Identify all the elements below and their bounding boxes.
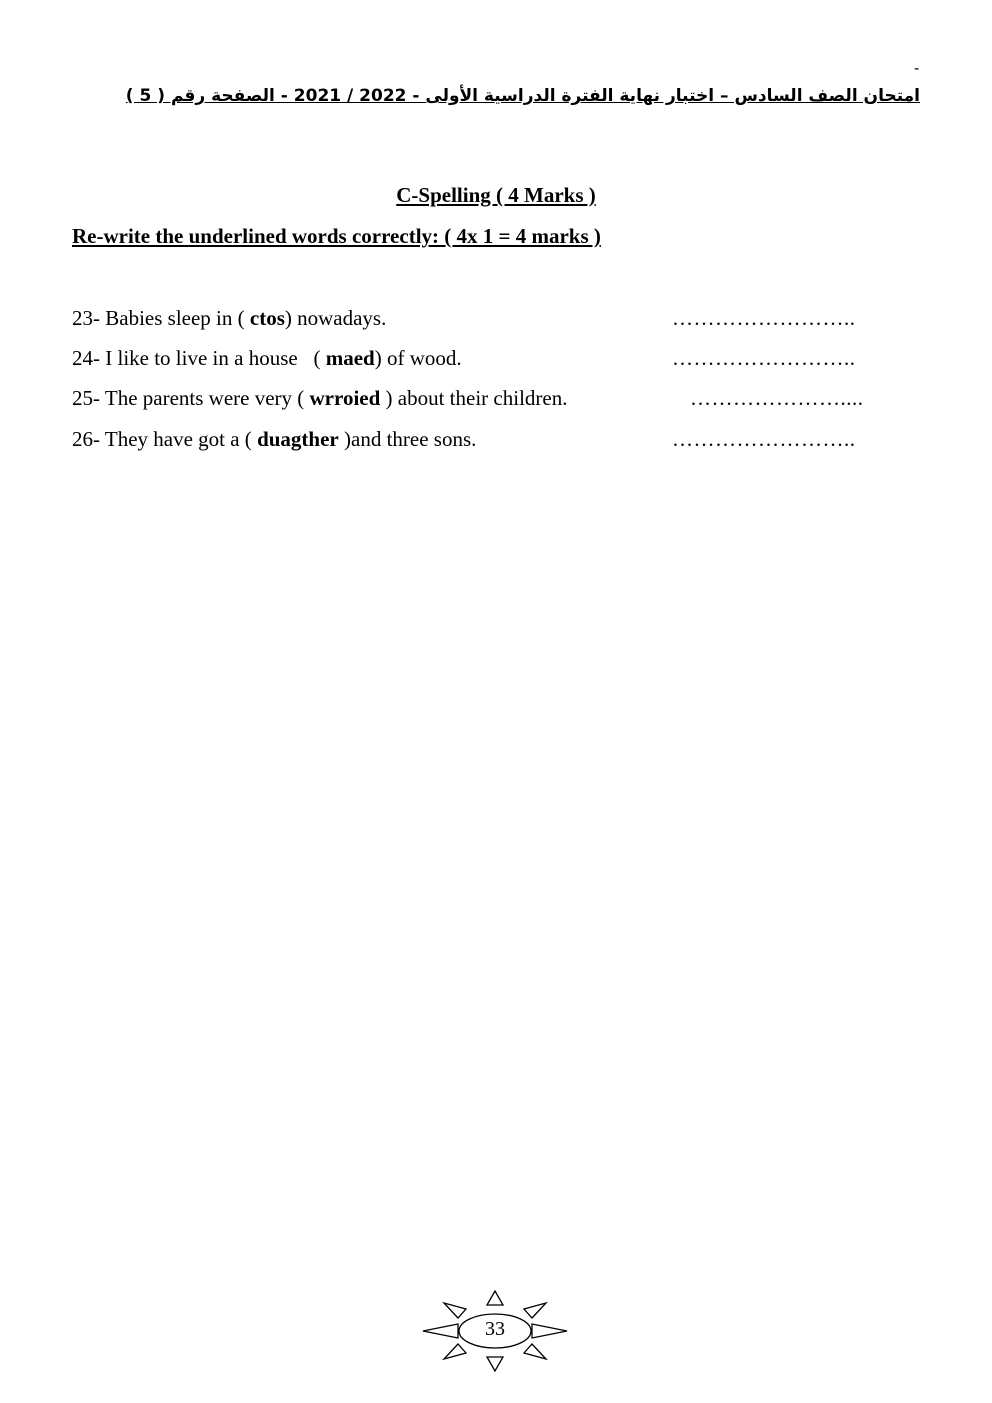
page-number: 33 xyxy=(485,1318,505,1340)
answer-line-24: …………………….. xyxy=(672,346,856,370)
question-24 xyxy=(72,346,462,371)
answer-line-25: ………………….... xyxy=(690,386,864,410)
question-text: ) of wood. xyxy=(374,346,462,370)
misspelled-word: maed xyxy=(325,346,375,370)
question-text: 23- Babies sleep in ( xyxy=(72,306,250,330)
question-text: ) nowadays. xyxy=(284,306,387,330)
question-23 xyxy=(72,306,386,331)
exam-header: امتحان الصف السادس – اختبار نهاية الفترة الدراسية الأولى - 2022 / 2021 - الصفحة رقم ( 5 ) xyxy=(125,86,920,106)
top-mark: - xyxy=(914,60,920,77)
page-number-badge xyxy=(420,1288,570,1374)
question-text: )and three sons. xyxy=(338,427,477,451)
answer-line-23: …………………….. xyxy=(672,306,856,330)
answer-line-26: …………………….. xyxy=(672,427,856,451)
section-title: C-Spelling ( 4 Marks ) xyxy=(396,183,596,207)
question-25 xyxy=(72,386,567,411)
misspelled-word: ctos xyxy=(249,306,285,330)
question-26 xyxy=(72,427,476,452)
question-text: 24- I like to live in a house ( xyxy=(72,346,326,370)
instruction: Re-write the underlined words correctly: ( 4x 1 = 4 marks ) xyxy=(72,224,601,248)
question-text: ) about their children. xyxy=(380,386,568,410)
question-text: 26- They have got a ( xyxy=(72,427,258,451)
question-text: 25- The parents were very ( xyxy=(72,386,310,410)
misspelled-word: duagther xyxy=(257,427,339,451)
misspelled-word: wrroied xyxy=(309,386,381,410)
